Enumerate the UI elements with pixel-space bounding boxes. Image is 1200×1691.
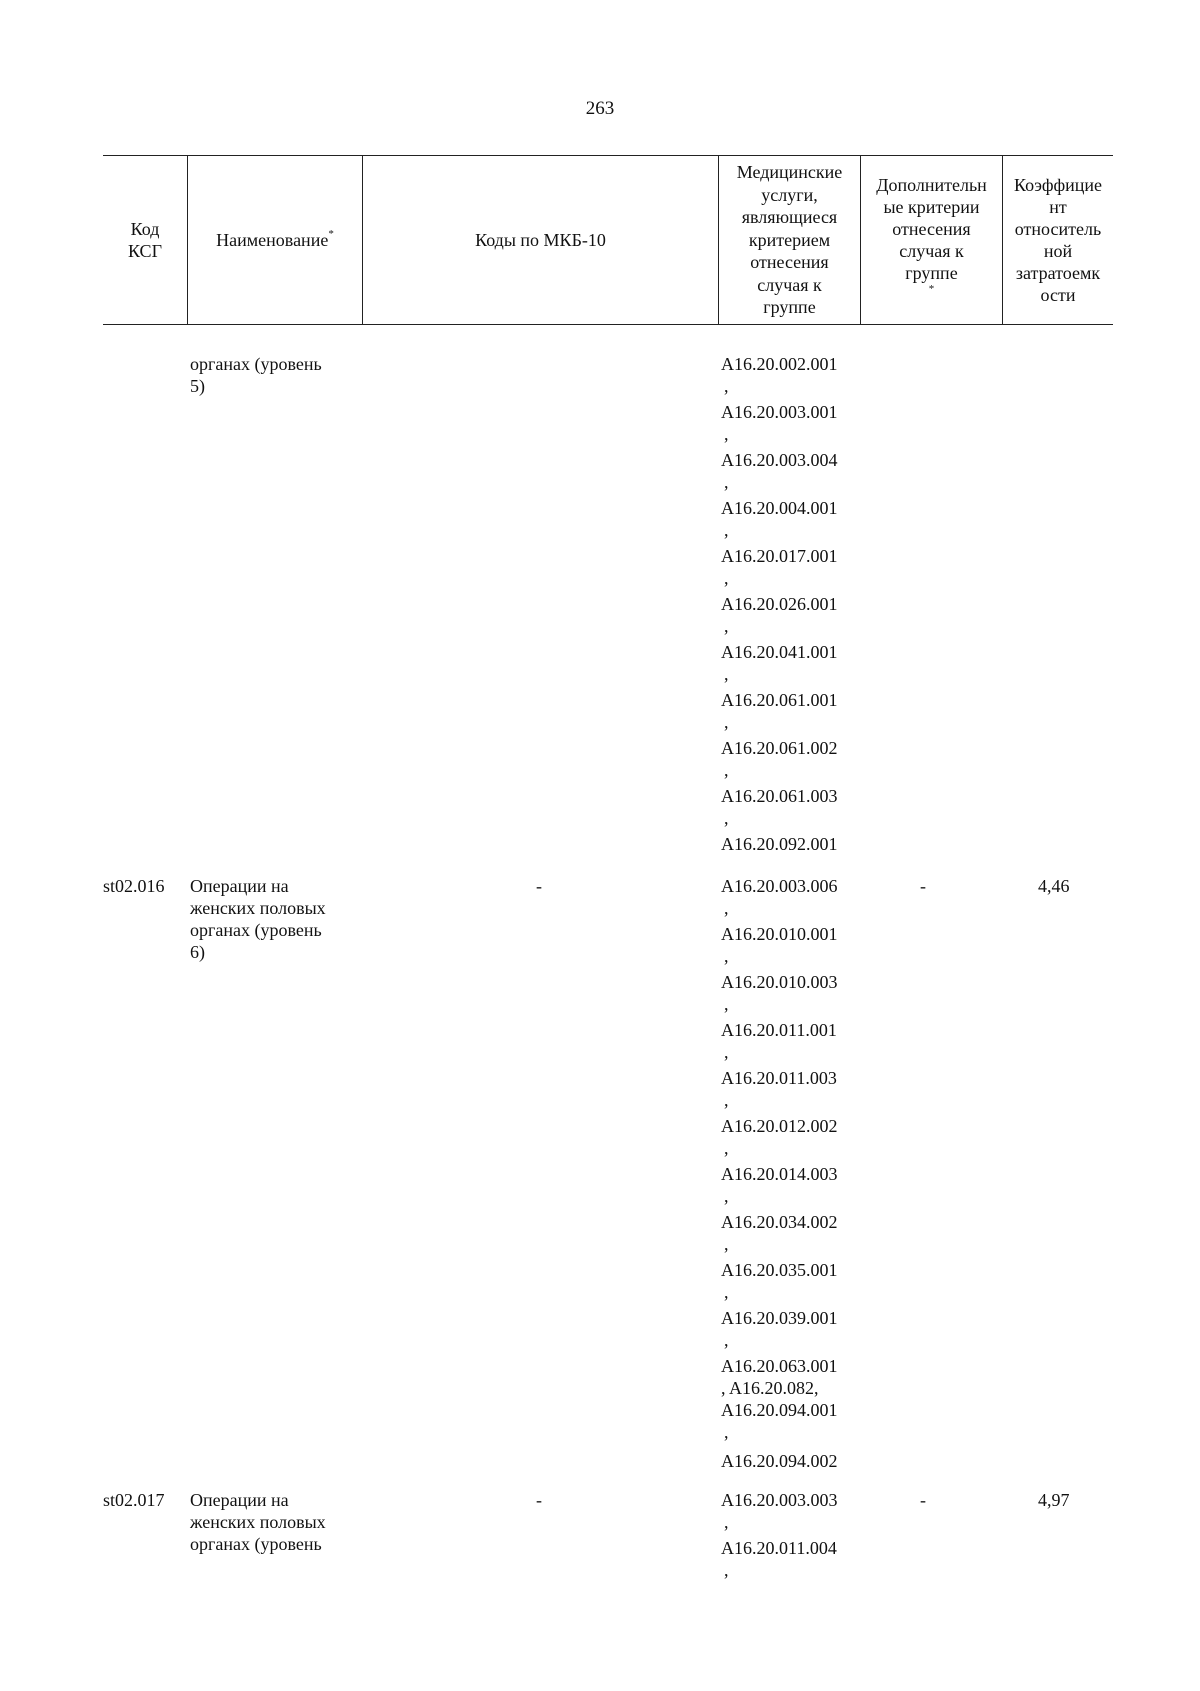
mkb-codes: - [536, 876, 542, 896]
header-coefficient: Коэффицие нт относитель ной затратоемк ости [1013, 175, 1103, 305]
ksg-name: Операции на женских половых органах (уровень [190, 1490, 326, 1554]
service-code-block: A16.20.063.001 , A16.20.082, A16.20.094.001 , [721, 1356, 838, 1442]
ksg-services [721, 1489, 861, 1585]
row-continuation-name: органах (уровень 5) [190, 354, 322, 396]
service-code: A16.20.010.001 , [721, 924, 838, 966]
ksg-services [721, 875, 861, 1474]
service-code: A16.20.026.001 , [721, 594, 838, 636]
service-code: A16.20.011.004 , [721, 1538, 837, 1580]
service-code: A16.20.010.003 , [721, 972, 838, 1014]
service-code: A16.20.061.001 , [721, 690, 838, 732]
service-code: A16.20.014.003 , [721, 1164, 838, 1206]
row-continuation-services [721, 353, 861, 857]
service-code: A16.20.012.002 , [721, 1116, 838, 1158]
header-medical-services: Медицинские услуги, являющиеся критерием отнесения случая к группе [719, 156, 861, 324]
header-name: Наименование* [188, 156, 363, 324]
header-additional-criteria: Дополнительн ые критерии отнесения случая к группе * [861, 156, 1003, 324]
service-code: A16.20.002.001 , [721, 354, 838, 396]
service-code: A16.20.061.003 , [721, 786, 838, 828]
ksg-code: st02.016 [103, 876, 165, 896]
service-code: A16.20.041.001 , [721, 642, 838, 684]
ksg-name: Операции на женских половых органах (уровень 6) [190, 876, 326, 962]
service-code: A16.20.004.001 , [721, 498, 838, 540]
coefficient: 4,97 [1038, 1490, 1070, 1510]
service-code: A16.20.003.006 , [721, 876, 838, 918]
service-code: A16.20.011.003 , [721, 1068, 837, 1110]
service-code: A16.20.035.001 , [721, 1260, 838, 1302]
header-ksg-code: Код КСГ [103, 156, 188, 324]
service-code: A16.20.003.001 , [721, 402, 838, 444]
service-code: A16.20.061.002 , [721, 738, 838, 780]
coefficient: 4,46 [1038, 876, 1070, 896]
header-mkb-codes: Коды по МКБ-10 [363, 156, 719, 324]
service-code: A16.20.003.003 , [721, 1490, 838, 1532]
page-number: 263 [585, 98, 615, 119]
service-code: A16.20.094.002 [721, 1451, 838, 1471]
additional-criteria: - [920, 1490, 926, 1510]
service-code: A16.20.017.001 , [721, 546, 838, 588]
ksg-code: st02.017 [103, 1490, 165, 1510]
additional-criteria: - [920, 876, 926, 896]
service-code: A16.20.039.001 , [721, 1308, 838, 1350]
service-code: A16.20.003.004 , [721, 450, 838, 492]
service-code: A16.20.034.002 , [721, 1212, 838, 1254]
table-header [103, 155, 1113, 325]
service-code: A16.20.011.001 , [721, 1020, 837, 1062]
mkb-codes: - [536, 1490, 542, 1510]
service-code: A16.20.092.001 [721, 834, 838, 854]
